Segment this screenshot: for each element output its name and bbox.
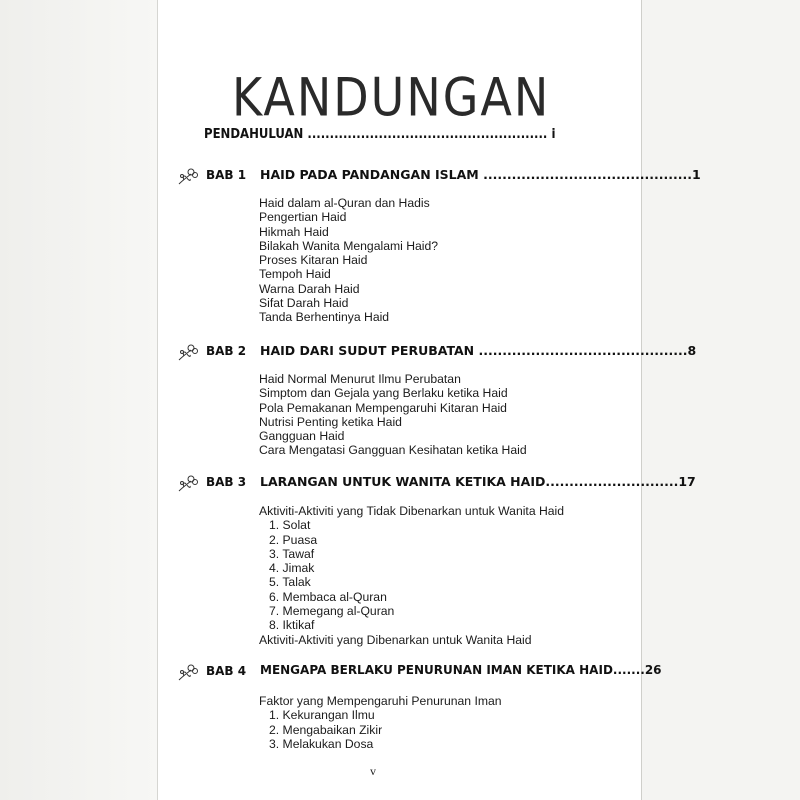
- list-item: 2. Puasa: [269, 532, 318, 547]
- chapter-items-3: [259, 504, 564, 647]
- chapter-items-2: [259, 372, 527, 458]
- list-item: 1. Kekurangan Ilmu: [269, 708, 375, 723]
- list-item: 3. Tawaf: [269, 546, 315, 561]
- list-item: 2. Mengabaikan Zikir: [269, 722, 383, 737]
- list-item: 3. Melakukan Dosa: [269, 736, 374, 751]
- list-item: Gangguan Haid: [259, 429, 345, 444]
- toc-entry-pendahuluan: [204, 127, 555, 142]
- page-title: KANDUNGAN: [232, 66, 551, 129]
- list-item: Aktiviti-Aktiviti yang Tidak Dibenarkan untuk Wanita Haid: [259, 504, 565, 518]
- chapter-label: BAB 2: [206, 344, 247, 358]
- list-item: 1. Solat: [269, 518, 311, 533]
- list-item: Nutrisi Penting ketika Haid: [259, 414, 402, 429]
- list-item: Tempoh Haid: [259, 267, 331, 282]
- list-item: 5. Talak: [269, 575, 311, 590]
- list-item: Hikmah Haid: [259, 224, 329, 239]
- chapter-label: BAB 3: [206, 475, 247, 489]
- scan-background: [0, 0, 157, 800]
- chapter-title: MENGAPA BERLAKU PENURUNAN IMAN KETIKA HAID.......26: [260, 663, 662, 677]
- chapter-label: BAB 1: [206, 168, 247, 182]
- list-item: Simptom dan Gejala yang Berlaku ketika Haid: [259, 386, 508, 401]
- list-item: 4. Jimak: [269, 561, 315, 576]
- list-item: Pola Pemakanan Mempengaruhi Kitaran Haid: [259, 400, 507, 415]
- chapter-title: HAID DARI SUDUT PERUBATAN ............................................8: [260, 343, 697, 358]
- toc-entry-label: PENDAHULUAN: [204, 127, 304, 142]
- chapter-title: HAID PADA PANDANGAN ISLAM ............................................1: [260, 167, 701, 182]
- list-item: Bilakah Wanita Mengalami Haid?: [259, 238, 439, 253]
- list-item: Haid dalam al-Quran dan Hadis: [259, 196, 430, 210]
- list-item: Sifat Darah Haid: [259, 296, 349, 311]
- flower-ornament-icon: [176, 164, 200, 188]
- list-item: Haid Normal Menurut Ilmu Perubatan: [259, 372, 461, 386]
- chapter-label: BAB 4: [206, 664, 247, 678]
- chapter-items-1: [259, 196, 438, 325]
- list-item: Faktor yang Mempengaruhi Penurunan Iman: [259, 694, 502, 708]
- chapter-items-4: [259, 694, 502, 751]
- list-item: Warna Darah Haid: [259, 281, 360, 296]
- list-item: 8. Iktikaf: [269, 618, 315, 633]
- page-number-footer: v: [370, 764, 376, 778]
- list-item: Cara Mengatasi Gangguan Kesihatan ketika Haid: [259, 443, 527, 458]
- list-item: Aktiviti-Aktiviti yang Dibenarkan untuk Wanita Haid: [259, 632, 532, 647]
- list-item: 7. Memegang al-Quran: [269, 604, 395, 619]
- list-item: Proses Kitaran Haid: [259, 253, 368, 268]
- chapter-title: LARANGAN UNTUK WANITA KETIKA HAID............................17: [260, 474, 696, 489]
- flower-ornament-icon: [176, 340, 200, 364]
- toc-leader-dots: ......................................................: [307, 127, 548, 142]
- toc-page-number: i: [551, 127, 556, 142]
- list-item: 6. Membaca al-Quran: [269, 589, 387, 604]
- list-item: Tanda Berhentinya Haid: [259, 310, 390, 325]
- flower-ornament-icon: [176, 660, 200, 684]
- flower-ornament-icon: [176, 471, 200, 495]
- list-item: Pengertian Haid: [259, 210, 347, 225]
